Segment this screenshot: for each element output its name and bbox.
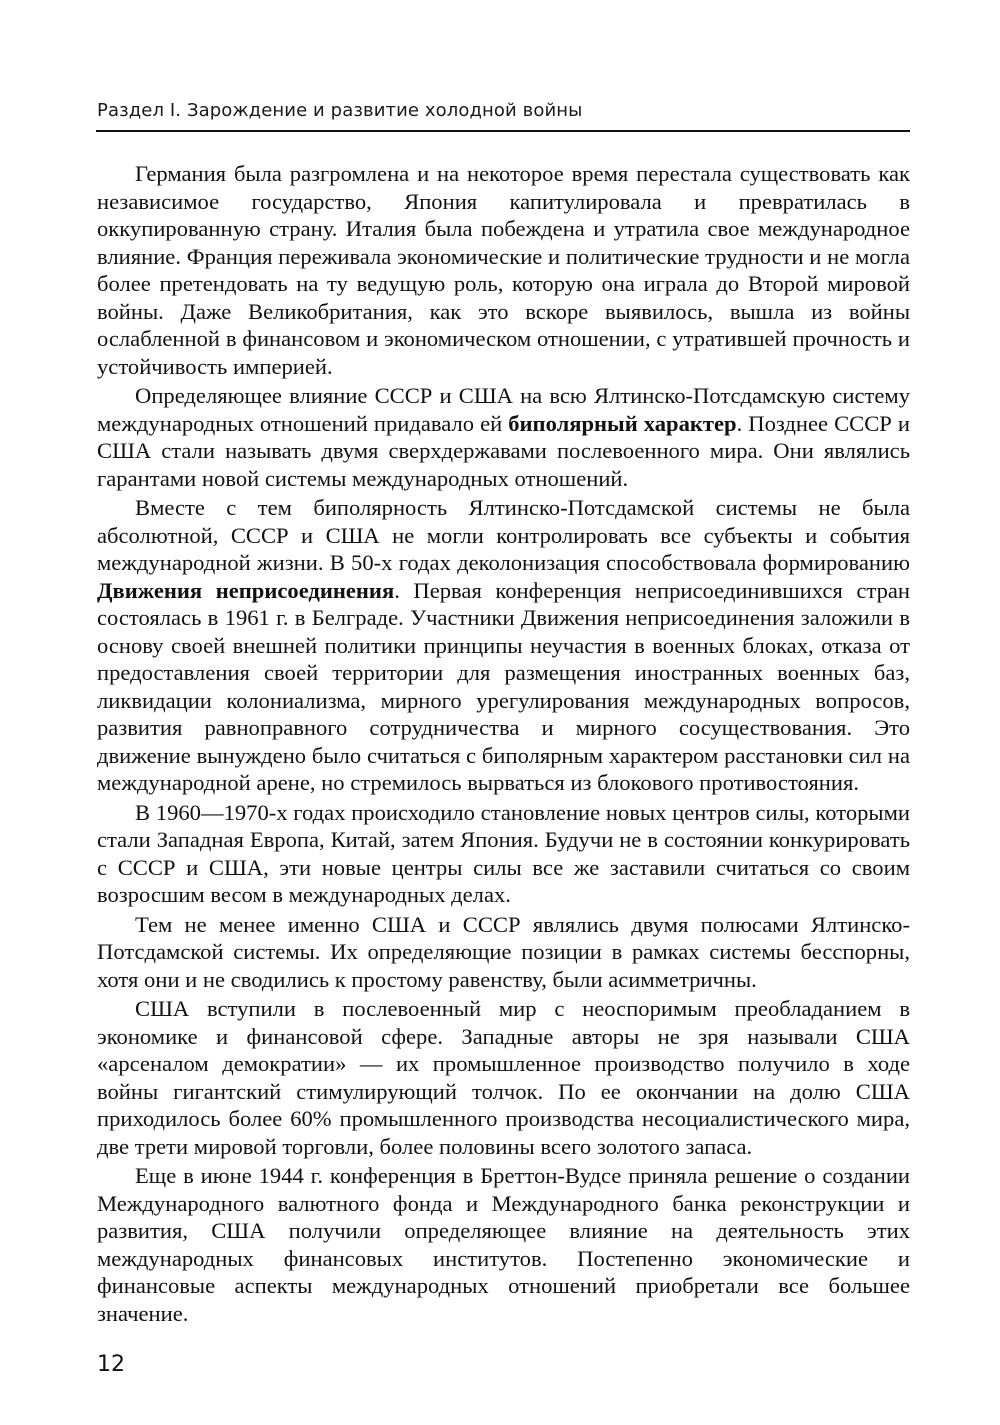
paragraph-3 (97, 494, 910, 797)
paragraph-4-text: В 1960—1970-х годах происходило становление новых центров силы, которыми стали Западная Европа, Китай, затем Япония. Будучи не в состоянии конкурировать с СССР и США, эти новые центры силы все же заставили считаться со своим возросшим весом в международных делах. (97, 799, 910, 907)
paragraph-5-text: Тем не менее именно США и СССР являлись двумя полюсами Ялтинско-Потсдамской системы. Их определяющие позиции в рамках системы бесспорны, хотя они и не сводились к простому равенству, были асимметричны. (97, 911, 910, 992)
paragraph-4 (97, 799, 910, 909)
running-header: Раздел I. Зарождение и развитие холодной войны (97, 100, 583, 121)
paragraph-6-text: США вступили в послевоенный мир с неоспоримым преобладанием в экономике и финансовой сфере. Западные авторы не зря называли США «арсеналом демократии» — их промышленное производство получило в ходе войны гигантский стимулирующий толчок. По ее окончании на долю США приходилось более 60% промышленного производства несоциалистического мира, две трети мировой торговли, более половины всего золотого запаса. (97, 996, 910, 1159)
header-rule (96, 130, 910, 132)
paragraph-2-text-after: . Позднее СССР и США стали называть двумя сверхдержавами послевоенного мира. Они являлись гарантами новой системы международных отношений. (97, 410, 910, 491)
paragraph-3-text-after: . Первая конференция неприсоединившихся стран состоялась в 1961 г. в Белграде. Участники Движения неприсоединения заложили в основу своей внешней политики принципы неучастия в военных блоках, отказа от предоставления своей территории для размещения иностранных военных баз, ликвидации колониализма, мирного урегулирования международных вопросов, развития равноправного сотрудничества и мирного сосуществования. Это движение вынуждено было считаться с биполярным характером расстановки сил на международной арене, но стремилось вырваться из блокового противостояния. (97, 577, 910, 795)
page-number: 12 (97, 1352, 125, 1377)
paragraph-7 (97, 1162, 910, 1327)
paragraph-5 (97, 911, 910, 994)
paragraph-2 (97, 382, 910, 492)
term-non-aligned-movement: Движения неприсоединения (97, 577, 395, 603)
paragraph-6 (97, 995, 910, 1160)
paragraph-1 (97, 160, 910, 380)
term-bipolar-character: биполярный характер (508, 410, 737, 436)
paragraph-7-text: Еще в июне 1944 г. конференция в Бреттон-Вудсе приняла решение о создании Международного валютного фонда и Международного банка реконструкции и развития, США получили определяющее влияние на деятельность этих международных финансовых институтов. Постепенно экономические и финансовые аспекты международных отношений приобретали все большее значение. (97, 1163, 910, 1326)
paragraph-1-text: Германия была разгромлена и на некоторое время перестала существовать как независимое государство, Япония капитулировала и превратилась в оккупированную страну. Италия была побеждена и утратила свое международное влияние. Франция переживала экономические и политические трудности и не могла более претендовать на ту ведущую роль, которую она играла до Второй мировой войны. Даже Великобритания, как это вскоре выявилось, вышла из войны ослабленной в финансовом и экономическом отношении, с утратившей прочность и устойчивость империей. (97, 161, 910, 379)
paragraph-3-text-before: Вместе с тем биполярность Ялтинско-Потсдамской системы не была абсолютной, СССР и США не могли контролировать все субъекты и события международной жизни. В 50-х годах деколонизация способствовала формированию (97, 495, 910, 575)
paragraph-2-text-before: Определяющее влияние СССР и США на всю Ялтинско-Потсдамскую систему международных отношений придавало ей (97, 383, 910, 436)
body-text (97, 160, 910, 1329)
